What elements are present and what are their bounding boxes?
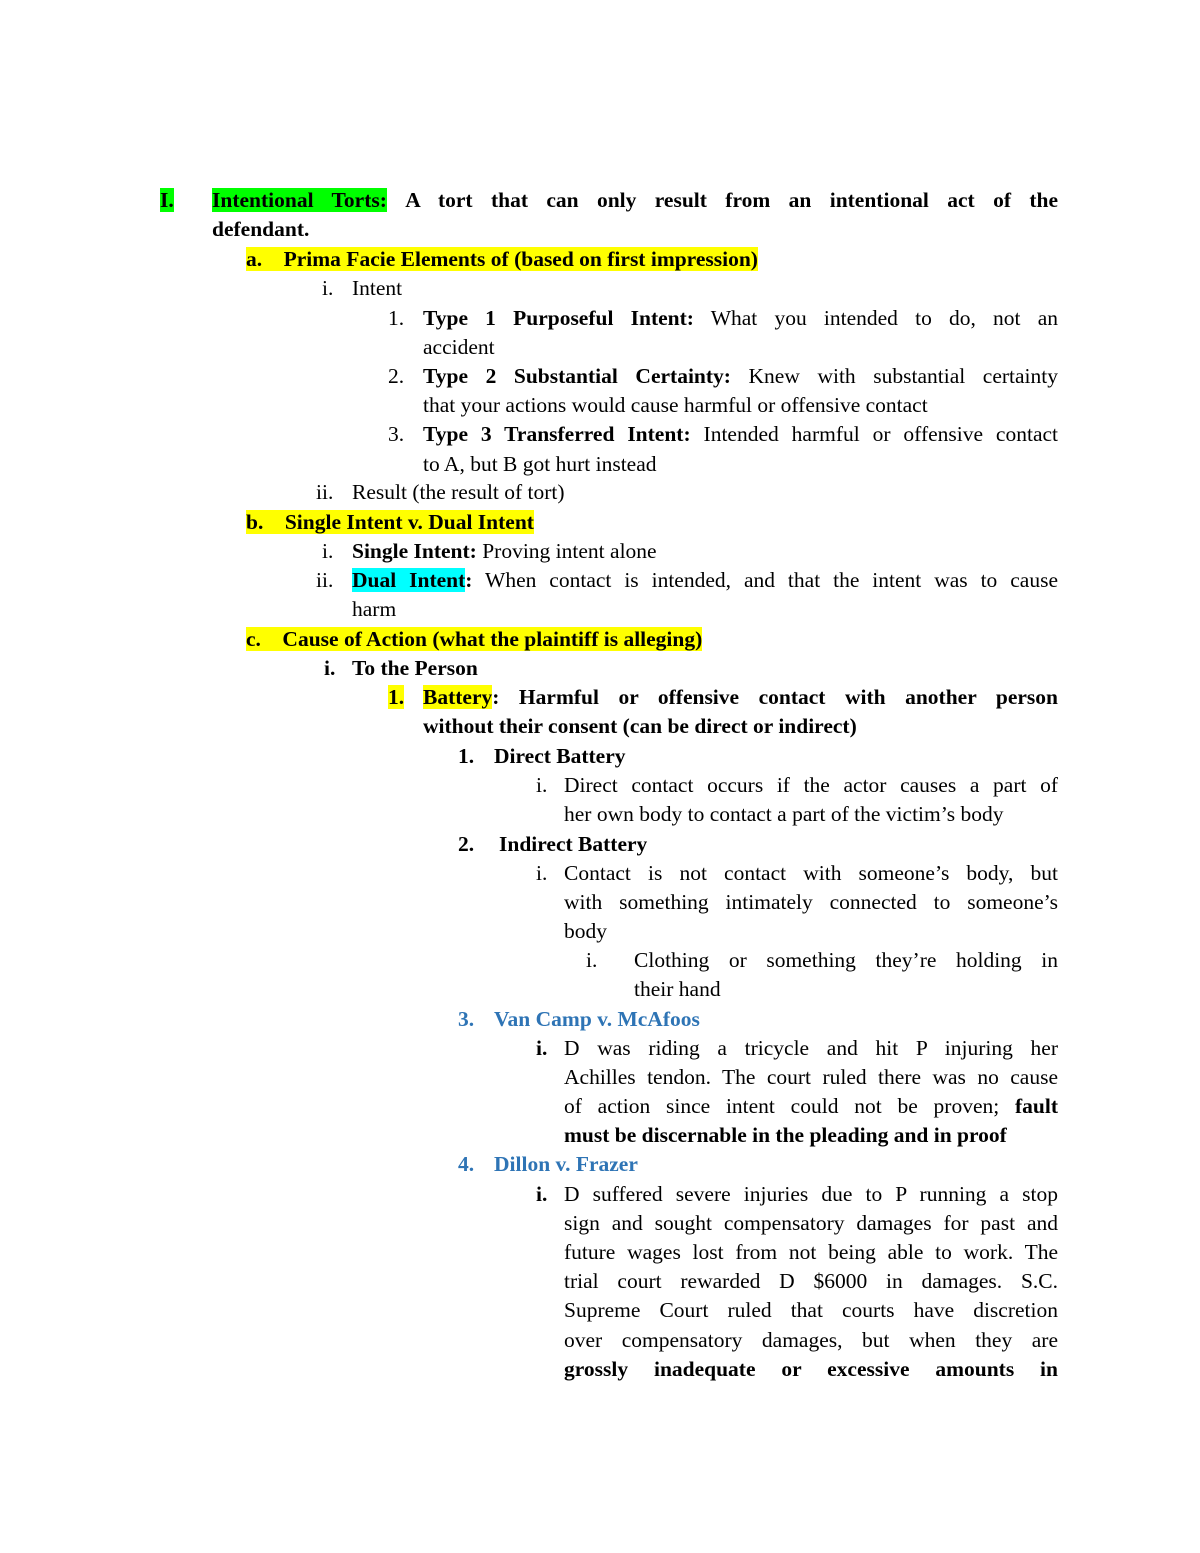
paragraph-line: D suffered severe injuries due to P running a stop: [564, 1182, 1058, 1206]
list-marker: i.: [536, 1182, 548, 1206]
list-marker: 3.: [388, 422, 405, 446]
intentional-torts-heading: Intentional Torts: A tort that can only result from an intentional act of the: [212, 188, 1058, 212]
list-marker: 4.: [458, 1152, 475, 1176]
list-marker: i.: [536, 861, 548, 885]
list-item: Dual Intent: When contact is intended, and that the intent was to cause: [352, 568, 1058, 592]
dual-intent-term: Dual Intent: [352, 568, 466, 592]
paragraph-line: grossly inadequate or excessive amounts in: [564, 1357, 1058, 1381]
list-marker: 1.: [388, 685, 405, 709]
list-marker: 2.: [388, 364, 405, 388]
list-marker: 3.: [458, 1007, 475, 1031]
list-item: Type 1 Purposeful Intent: What you intended to do, not an: [423, 306, 1058, 330]
list-marker: 2.: [458, 832, 475, 856]
paragraph-line: D was riding a tricycle and hit P injuring her: [564, 1036, 1058, 1060]
paragraph-line: Clothing or something they’re holding in: [634, 948, 1058, 972]
intentional-torts-title: Intentional Torts:: [212, 188, 387, 212]
paragraph-line: sign and sought compensatory damages for past and: [564, 1211, 1058, 1235]
paragraph-line: accident: [423, 335, 495, 359]
paragraph-line: trial court rewarded D $6000 in damages. S.C.: [564, 1269, 1058, 1293]
prima-facie-heading: a. Prima Facie Elements of (based on first impression): [246, 247, 758, 271]
outline-marker: I.: [160, 188, 174, 212]
single-dual-intent-heading: b. Single Intent v. Dual Intent: [246, 510, 534, 534]
list-item: ii. Result (the result of tort): [316, 480, 565, 504]
paragraph-line: harm: [352, 597, 397, 621]
battery-term: Battery: [423, 685, 493, 709]
list-marker: 1.: [388, 306, 405, 330]
paragraph-line: their hand: [634, 977, 721, 1001]
list-marker: ii.: [316, 568, 334, 592]
paragraph-line: Direct contact occurs if the actor causes a part of: [564, 773, 1058, 797]
list-marker: 1.: [458, 744, 475, 768]
case-title-dillon: Dillon v. Frazer: [494, 1152, 638, 1176]
paragraph-line: of action since intent could not be proven; fault: [564, 1094, 1058, 1118]
list-item: Type 3 Transferred Intent: Intended harmful or offensive contact: [423, 422, 1058, 446]
paragraph-line: that your actions would cause harmful or offensive contact: [423, 393, 928, 417]
paragraph-line: without their consent (can be direct or indirect): [423, 714, 857, 738]
list-item: Type 2 Substantial Certainty: Knew with substantial certainty: [423, 364, 1058, 388]
to-the-person-heading: i. To the Person: [324, 656, 478, 680]
paragraph-line: her own body to contact a part of the victim’s body: [564, 802, 1004, 826]
indirect-battery-heading: Indirect Battery: [499, 832, 648, 856]
list-marker: i.: [536, 773, 548, 797]
paragraph-line: must be discernable in the pleading and in proof: [564, 1123, 1007, 1147]
case-title-van-camp: Van Camp v. McAfoos: [494, 1007, 700, 1031]
paragraph-line: over compensatory damages, but when they are: [564, 1328, 1058, 1352]
direct-battery-heading: Direct Battery: [494, 744, 626, 768]
paragraph-line: with something intimately connected to someone’s: [564, 890, 1058, 914]
list-marker: i.: [536, 1036, 548, 1060]
paragraph-line: Achilles tendon. The court ruled there was no cause: [564, 1065, 1058, 1089]
paragraph-line: body: [564, 919, 607, 943]
paragraph-line: future wages lost from not being able to work. The: [564, 1240, 1058, 1264]
cause-of-action-heading: c. Cause of Action (what the plaintiff is alleging): [246, 627, 703, 651]
paragraph-line: Supreme Court ruled that courts have discretion: [564, 1298, 1058, 1322]
paragraph-line: defendant.: [212, 217, 310, 241]
list-item: i. Intent: [322, 276, 403, 300]
battery-definition: Battery: Harmful or offensive contact with another person: [423, 685, 1058, 709]
list-item: i. Single Intent: Proving intent alone: [322, 539, 657, 563]
paragraph-line: to A, but B got hurt instead: [423, 452, 657, 476]
paragraph-line: Contact is not contact with someone’s body, but: [564, 861, 1058, 885]
list-marker: i.: [586, 948, 598, 972]
